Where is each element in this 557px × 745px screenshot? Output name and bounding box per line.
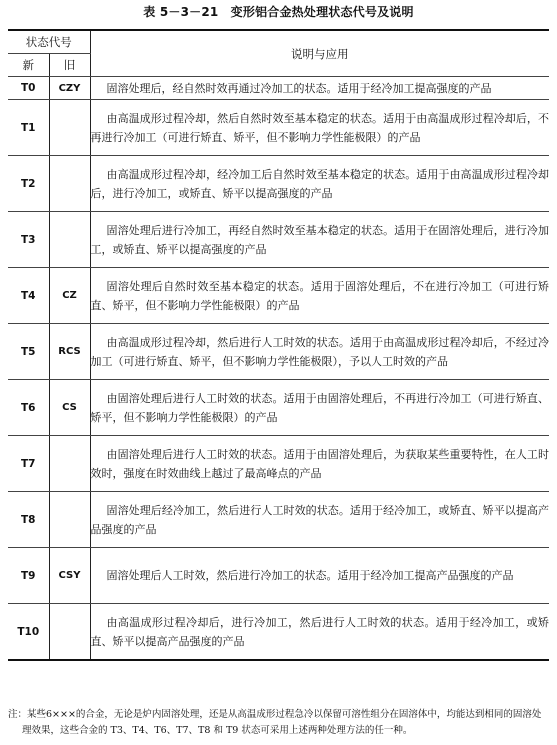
description-text: 由高温成形过程冷却，然后自然时效至基本稳定的状态。适用于由高温成形过程冷却后，不再进行冷加工（可进行矫直、矫平，但不影响力学性能极限）的产品 <box>90 111 549 144</box>
table-title: 表 5－3－21 变形铝合金热处理状态代号及说明 <box>143 5 414 19</box>
header-description: 说明与应用 <box>90 30 549 77</box>
description-cell <box>90 156 549 212</box>
new-code-cell: T4 <box>8 268 49 324</box>
description-cell <box>90 380 549 436</box>
table-row <box>8 324 549 380</box>
new-code-cell: T8 <box>8 492 49 548</box>
description-text: 固溶处理后自然时效至基本稳定的状态。适用于固溶处理后，不在进行冷加工（可进行矫直、矫平，但不影响力学性能极限）的产品 <box>90 279 549 312</box>
description-text: 由固溶处理后进行人工时效的状态。适用于由固溶处理后，不再进行冷加工（可进行矫直、矫平，但不影响力学性能极限）的产品 <box>90 391 549 424</box>
description-text: 固溶处理后，经自然时效再通过冷加工的状态。适用于经冷加工提高强度的产品 <box>106 81 492 95</box>
new-code-cell: T3 <box>8 212 49 268</box>
table-row <box>8 156 549 212</box>
description-text: 由高温成形过程冷却，然后进行人工时效的状态。适用于由高温成形过程冷却后，不经过冷加工（可进行矫直、矫平，但不影响力学性能极限），予以人工时效的产品 <box>90 335 549 368</box>
description-cell <box>90 212 549 268</box>
table-row <box>8 212 549 268</box>
description-cell <box>90 548 549 604</box>
old-code-cell: CS <box>49 380 90 436</box>
description-text: 固溶处理后经冷加工，然后进行人工时效的状态。适用于经冷加工，或矫直、矫平以提高产品强度的产品 <box>90 503 549 536</box>
header-code-group: 状态代号 <box>8 30 90 54</box>
description-text: 固溶处理后进行冷加工，再经自然时效至基本稳定的状态。适用于在固溶处理后，进行冷加工，或矫直、矫平以提高强度的产品 <box>90 223 549 256</box>
new-code-cell: T0 <box>8 77 49 100</box>
table-row <box>8 100 549 156</box>
table-row <box>8 492 549 548</box>
description-cell <box>90 436 549 492</box>
old-code-cell: RCS <box>49 324 90 380</box>
new-code-cell: T10 <box>8 604 49 661</box>
description-text: 由高温成形过程冷却，经冷加工后自然时效至基本稳定的状态。适用于由高温成形过程冷却后，进行冷加工，或矫直、矫平以提高强度的产品 <box>90 167 549 200</box>
table-footnote <box>8 707 549 739</box>
new-code-cell: T2 <box>8 156 49 212</box>
header-old: 旧 <box>49 54 90 77</box>
description-cell <box>90 268 549 324</box>
description-cell <box>90 77 549 100</box>
footnote-text: 注：某些6×××的合金，无论是炉内固溶处理，还是从高温成形过程急冷以保留可溶性组分在固溶体中，均能达到相同的固溶处理效果，这些合金的 T3、T4、T6、T7、T8 和 T9 状态可采用上述两种处理方法的任一种。 <box>8 709 542 736</box>
old-code-cell <box>49 492 90 548</box>
old-code-cell <box>49 212 90 268</box>
new-code-cell: T1 <box>8 100 49 156</box>
description-text: 由固溶处理后进行人工时效的状态。适用于由固溶处理后，为获取某些重要特性，在人工时效时，强度在时效曲线上越过了最高峰点的产品 <box>90 447 549 480</box>
old-code-cell <box>49 436 90 492</box>
old-code-cell <box>49 100 90 156</box>
old-code-cell: CZY <box>49 77 90 100</box>
table-row <box>8 77 549 100</box>
table-row <box>8 604 549 661</box>
header-new: 新 <box>8 54 49 77</box>
table-row <box>8 380 549 436</box>
new-code-cell: T5 <box>8 324 49 380</box>
temper-code-table <box>8 29 549 661</box>
table-row <box>8 268 549 324</box>
description-cell <box>90 604 549 661</box>
old-code-cell: CZ <box>49 268 90 324</box>
new-code-cell: T6 <box>8 380 49 436</box>
old-code-cell <box>49 604 90 661</box>
description-text: 由高温成形过程冷却后，进行冷加工，然后进行人工时效的状态。适用于经冷加工，或矫直、矫平以提高产品强度的产品 <box>90 615 549 648</box>
new-code-cell: T7 <box>8 436 49 492</box>
description-text: 固溶处理后人工时效，然后进行冷加工的状态。适用于经冷加工提高产品强度的产品 <box>106 569 514 582</box>
new-code-cell: T9 <box>8 548 49 604</box>
old-code-cell <box>49 156 90 212</box>
description-cell <box>90 324 549 380</box>
old-code-cell: CSY <box>49 548 90 604</box>
description-cell <box>90 100 549 156</box>
description-cell <box>90 492 549 548</box>
table-row <box>8 548 549 604</box>
table-row <box>8 436 549 492</box>
